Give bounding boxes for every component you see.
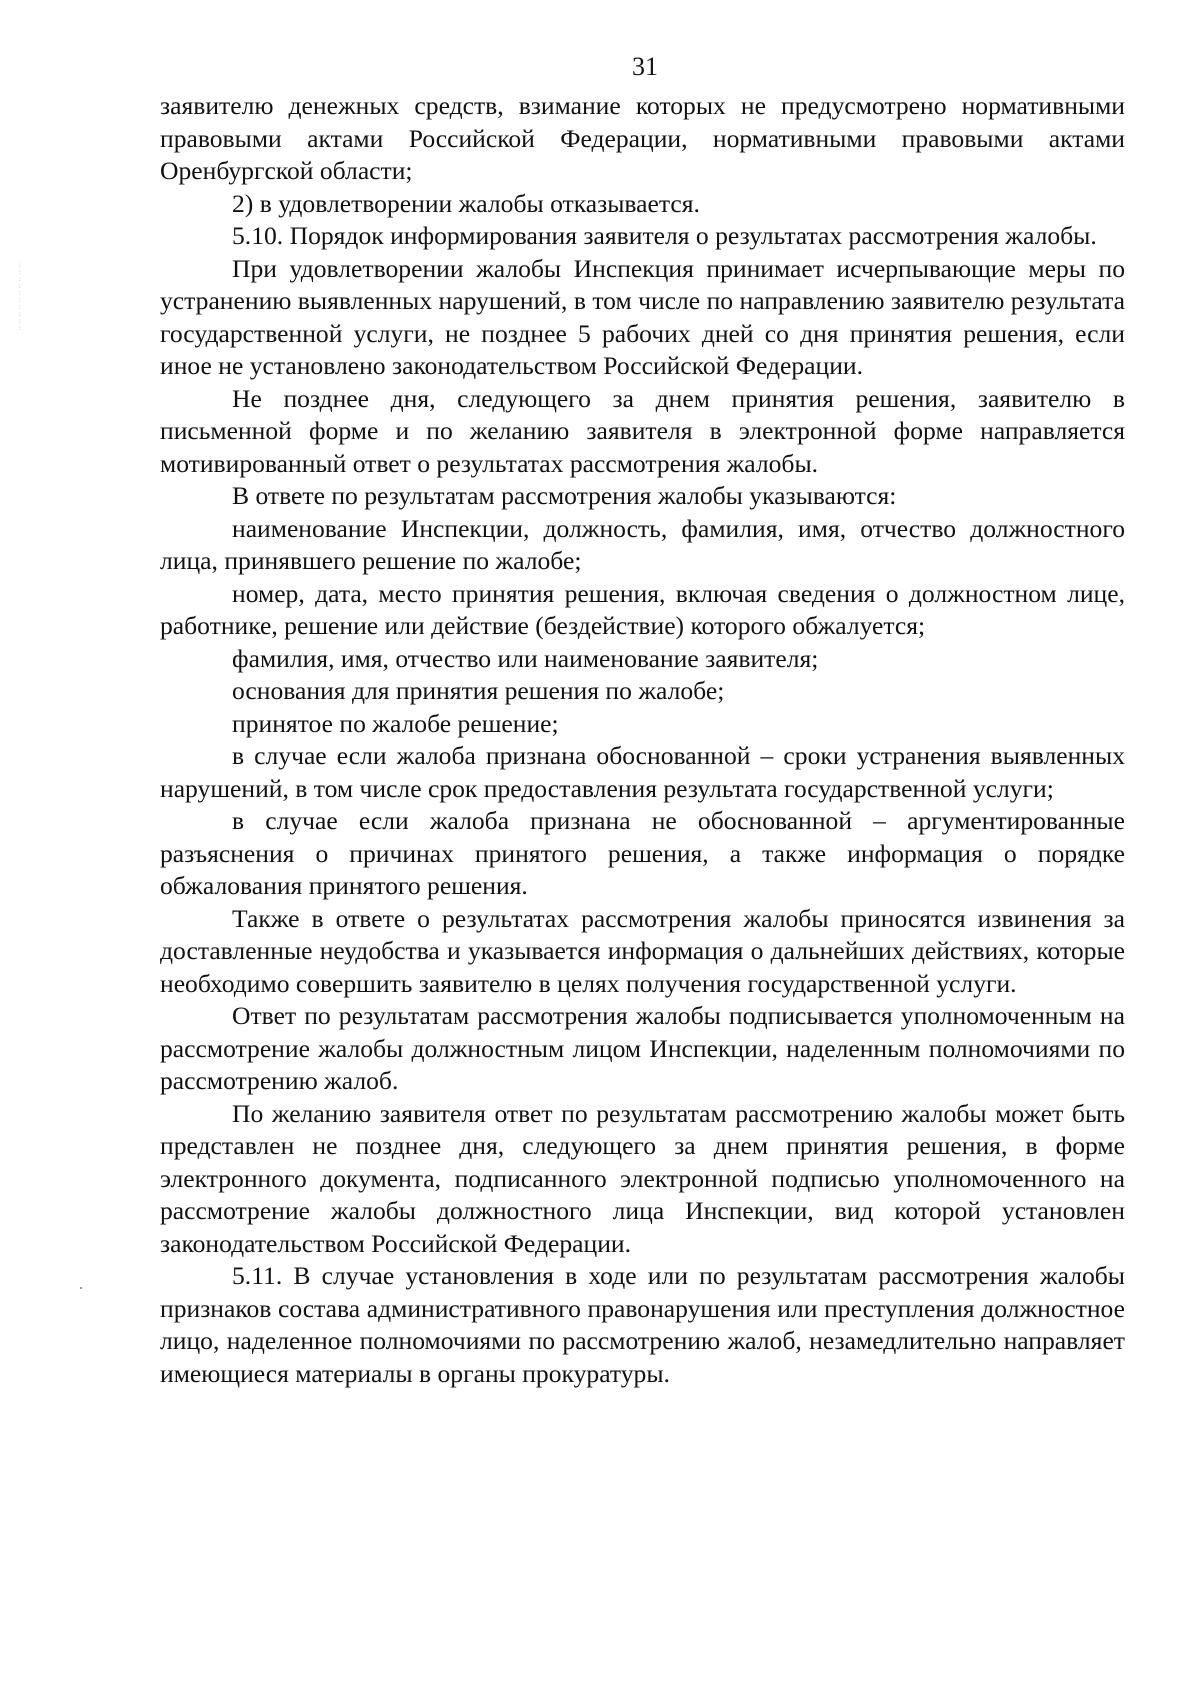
section-heading: 5.10. Порядок информирования заявителя о результатах рассмотрения жалобы. [232, 221, 1097, 250]
paragraph: При удовлетворении жалобы Инспекция принимает исчерпывающие меры по устранению выявленных нарушений, в том числе по направлению заявителю результата государственной услуги, не позднее 5 рабочих дней со дня принятия решения, если иное не установлено законодательством Российской Федерации. [160, 253, 1125, 380]
document-body [160, 90, 1125, 1390]
paragraph: заявителю денежных средств, взимание которых не предусмотрено нормативными правовыми актами Российской Федерации, нормативными правовыми актами Оренбургской области; [160, 91, 1125, 185]
list-item: наименование Инспекции, должность, фамилия, имя, отчество должностного лица, принявшего решение по жалобе; [160, 513, 1125, 575]
section-heading: 5.11. В случае установления в ходе или по результатам рассмотрения жалобы признаков состава административного правонарушения или преступления должностное лицо, наделенное полномочиями по рассмотрению жалоб, незамедлительно направляет имеющиеся материалы в органы прокуратуры. [160, 1261, 1125, 1388]
list-item: основания для принятия решения по жалобе; [232, 676, 725, 705]
list-item: принятое по жалобе решение; [232, 708, 559, 738]
paragraph: По желанию заявителя ответ по результатам рассмотрению жалобы может быть представлен не позднее дня, следующего за днем принятия решения, в форме электронного документа, подписанного электронной подписью уполномоченного на рассмотрение жалобы должностного лица Инспекции, вид которой установлен законодательством Российской Федерации. [160, 1098, 1125, 1258]
list-item: в случае если жалоба признана обоснованной – сроки устранения выявленных нарушений, в том числе срок предоставления результата государственной услуги; [160, 741, 1125, 803]
paragraph: Также в ответе о результатах рассмотрения жалобы приносятся извинения за доставленные неудобства и указывается информация о дальнейших действиях, которые необходимо совершить заявителю в целях получения государственной услуги. [160, 903, 1125, 998]
paragraph: В ответе по результатам рассмотрения жалобы указываются: [232, 481, 897, 510]
paragraph: Ответ по результатам рассмотрения жалобы подписывается уполномоченным на рассмотрение жалобы должностным лицом Инспекции, наделенным полномочиями по рассмотрению жалоб. [160, 1001, 1125, 1095]
scan-artifact [80, 1287, 82, 1289]
list-item: в случае если жалоба признана не обоснованной – аргументированные разъяснения о причинах принятого решения, а также информация о порядке обжалования принятого решения. [160, 806, 1125, 900]
page-number: 31 [632, 52, 658, 81]
list-item: фамилия, имя, отчество или наименование заявителя; [232, 643, 819, 673]
list-item: 2) в удовлетворении жалобы отказывается. [232, 188, 700, 218]
list-item: номер, дата, место принятия решения, включая сведения о должностном лице, работнике, решение или действие (бездействие) которого обжалуется; [160, 578, 1125, 640]
paragraph: Не позднее дня, следующего за днем принятия решения, заявителю в письменной форме и по желанию заявителя в электронной форме направляется мотивированный ответ о результатах рассмотрения жалобы. [160, 383, 1125, 478]
margin-marks: : : : : : : : : : : [18, 262, 22, 332]
